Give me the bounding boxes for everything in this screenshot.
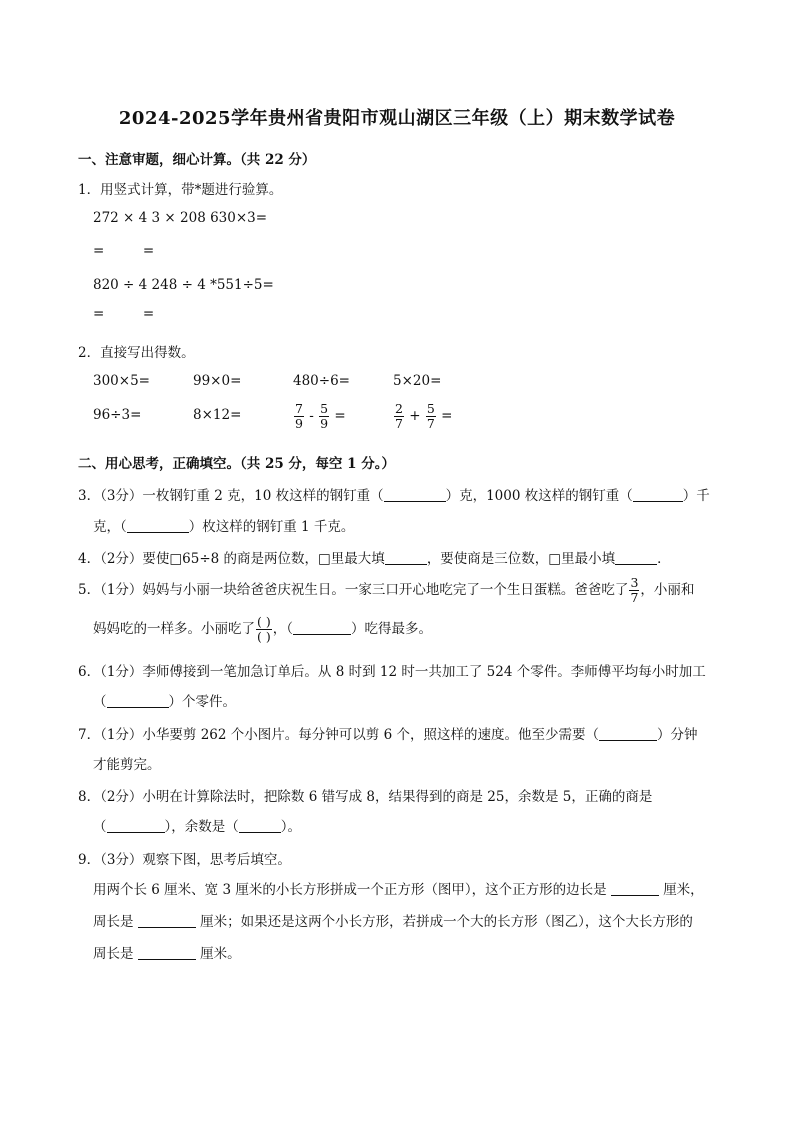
answer-blank[interactable] [239,818,281,833]
answer-blank[interactable] [599,726,657,741]
q2-label: 2．直接写出得数。 [78,345,195,361]
answer-blank[interactable] [384,487,446,502]
answer-blank[interactable] [138,945,196,960]
answer-blank[interactable] [293,620,351,635]
q3-line2: 克，（ ）枚这样的钢钉重 1 千克。 [93,519,355,535]
q3-line1: 3．（3分）一枚钢钉重 2 克，10 枚这样的钢钉重（ ）克，1000 枚这样的钢钉重（ ）千 [78,488,710,504]
answer-blank[interactable] [138,913,196,928]
q2-item: 300×5= [93,373,150,389]
q9-line1: 9．（3分）观察下图，思考后填空。 [78,852,291,868]
answer-blank[interactable] [385,550,427,565]
answer-blank[interactable] [611,881,659,896]
q2-item: 480÷6= [293,373,350,389]
q8-line2: （ ），余数是（ ）。 [93,819,301,835]
fraction: $\frac{5}{9}$ [320,401,329,431]
q5-line1: 5．（1分）妈妈与小丽一块给爸爸庆祝生日。一家三口开心地吃完了一个生日蛋糕。爸爸吃了 $\frac{3}{7}$ ，小丽和 [78,575,695,605]
exam-title: 2024-2025学年贵州省贵阳市观山湖区三年级（上）期末数学试卷 [118,108,676,129]
section2-heading: 二、用心思考，正确填空。（共 25 分，每空 1 分。） [78,456,395,472]
answer-blank[interactable] [127,518,189,533]
q1-label: 1．用竖式计算，带*题进行验算。 [78,182,283,198]
answer-blank[interactable] [107,693,169,708]
q8-line1: 8．（2分）小明在计算除法时，把除数 6 错写成 8，结果得到的商是 25，余数是 5，正确的商是 [78,789,653,805]
section1-heading: 一、注意审题，细心计算。（共 22 分） [78,152,316,168]
answer-blank[interactable] [633,487,683,502]
q2-fraction-expression-b: $\frac{2}{7}$ + $\frac{5}{7}$ = [395,401,453,431]
q4-line: 4．（2分）要使□65÷8 的商是两位数，□里最大填 ，要使商是三位数，□里最小填 ． [78,551,671,567]
q9-line2: 用两个长 6 厘米、宽 3 厘米的小长方形拼成一个正方形（图甲），这个正方形的边长是 厘米， [93,882,704,898]
answer-blank[interactable] [107,818,165,833]
fraction-answer-blank[interactable]: $\frac{( )}{( )}$ [257,614,271,644]
fraction: $\frac{7}{9}$ [295,401,303,431]
fraction: $\frac{2}{7}$ [395,401,403,431]
q6-line2: （ ）个零件。 [93,694,236,710]
q6-line1: 6．（1分）李师傅接到一笔加急订单后。从 8 时到 12 时一共加工了 524 个零件。李师傅平均每小时加工 [78,664,706,680]
fraction: $\frac{5}{7}$ [426,401,435,431]
q2-item: 5×20= [393,373,442,389]
q9-line4: 周长是 厘米。 [93,946,241,962]
q2-item: 99×0= [193,373,242,389]
q9-line3: 周长是 厘米；如果还是这两个小长方形，若拼成一个大的长方形（图乙），这个大长方形的 [93,914,693,930]
fraction: $\frac{3}{7}$ [630,575,639,605]
q7-line2: 才能剪完。 [93,757,161,773]
q2-item: 8×12= [193,407,242,423]
q2-fraction-expression-a: $\frac{7}{9}$ - $\frac{5}{9}$ = [295,401,346,431]
q5-line2: 妈妈吃的一样多。小丽吃了 $\frac{( )}{( )}$ ，（ ）吃得最多。 [93,614,432,644]
q7-line1: 7．（1分）小华要剪 262 个小图片。每分钟可以剪 6 个，照这样的速度。他至少需要（ ）分钟 [78,727,698,743]
q2-item: 96÷3= [93,407,142,423]
q1-row1: 272 × 4 3 × 208 630×3= [93,210,268,226]
answer-blank[interactable] [615,550,657,565]
q1-row2: 820 ÷ 4 248 ÷ 4 *551÷5= [93,277,274,293]
q1-row2-equals: = = [93,306,155,322]
q1-row1-equals: = = [93,243,155,259]
